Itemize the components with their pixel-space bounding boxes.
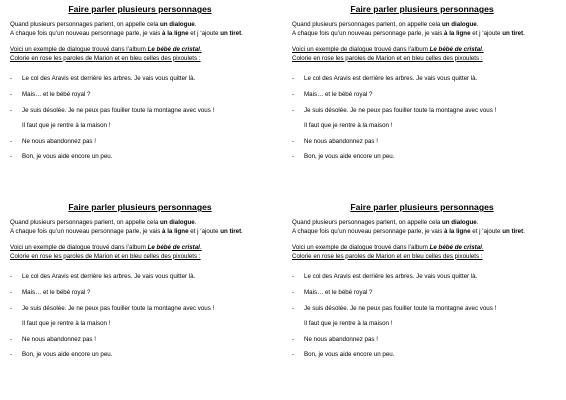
dialogue-line: - Ne nous abandonnez pas ! <box>10 137 96 145</box>
dialogue-line: - Je suis désolée. Je ne peux pas fouiller toute la montagne avec vous ! <box>10 304 215 312</box>
example-intro: Voici un exemple de dialogue trouvé dans l’album Le bébé de cristal. <box>10 46 202 54</box>
dialogue-line: Il faut que je rentre à la maison ! <box>22 122 111 130</box>
dialogue-line: - Mais… et le bébé royal ? <box>292 90 373 98</box>
intro-line-2: A chaque fois qu’un nouveau personnage parle, je vais à la ligne et j ‘ajoute un tiret. <box>292 29 525 37</box>
dialogue-list <box>10 273 270 367</box>
dialogue-line: - Le col des Aravis est derrière les arbres. Je vais vous quitter là. <box>10 273 196 281</box>
dialogue-line: - Je suis désolée. Je ne peux pas fouiller toute la montagne avec vous ! <box>292 106 497 114</box>
coloring-instruction: Colorie en rose les paroles de Marion et en bleu celles des pixoulets : <box>10 252 201 260</box>
dialogue-line: - Le col des Aravis est derrière les arbres. Je vais vous quitter là. <box>292 273 478 281</box>
intro-line-1: Quand plusieurs personnages parlent, on appelle cela un dialogue. <box>10 219 197 226</box>
dialogue-line: - Bon, je vous aide encore un peu. <box>10 153 113 161</box>
dialogue-line: - Bon, je vous aide encore un peu. <box>292 153 395 161</box>
dialogue-line: - Je suis désolée. Je ne peux pas fouiller toute la montagne avec vous ! <box>10 106 215 114</box>
book-title: Le bébé de cristal <box>147 46 200 54</box>
dialogue-line: - Le col des Aravis est derrière les arbres. Je vais vous quitter là. <box>292 75 478 83</box>
dialogue-line: - Mais… et le bébé royal ? <box>10 90 91 98</box>
intro-line-2: A chaque fois qu’un nouveau personnage parle, je vais à la ligne et j ‘ajoute un tiret. <box>10 227 243 235</box>
coloring-instruction: Colorie en rose les paroles de Marion et en bleu celles des pixoulets : <box>10 54 201 62</box>
dialogue-line: - Mais… et le bébé royal ? <box>10 288 91 296</box>
example-intro: Voici un exemple de dialogue trouvé dans l’album Le bébé de cristal. <box>292 244 484 252</box>
intro-line-1: Quand plusieurs personnages parlent, on appelle cela un dialogue. <box>292 219 479 226</box>
card-title: Faire parler plusieurs personnages <box>68 4 212 14</box>
intro-paragraph <box>10 219 270 236</box>
coloring-instruction: Colorie en rose les paroles de Marion et en bleu celles des pixoulets : <box>292 252 483 260</box>
dialogue-line: - Bon, je vous aide encore un peu. <box>292 351 395 359</box>
dialogue-line: Il faut que je rentre à la maison ! <box>304 122 393 130</box>
dialogue-line: - Je suis désolée. Je ne peux pas fouiller toute la montagne avec vous ! <box>292 304 497 312</box>
dialogue-line: - Bon, je vous aide encore un peu. <box>10 351 113 359</box>
dialogue-list <box>292 75 552 169</box>
intro-line-1: Quand plusieurs personnages parlent, on appelle cela un dialogue. <box>292 21 479 28</box>
intro-line-1: Quand plusieurs personnages parlent, on appelle cela un dialogue. <box>10 21 197 28</box>
card-title: Faire parler plusieurs personnages <box>350 4 494 14</box>
coloring-instruction: Colorie en rose les paroles de Marion et en bleu celles des pixoulets : <box>292 54 483 62</box>
book-title: Le bébé de cristal <box>147 244 200 252</box>
example-intro: Voici un exemple de dialogue trouvé dans l’album Le bébé de cristal. <box>292 46 484 54</box>
worksheet-card-bottom-left <box>6 202 274 394</box>
worksheet-card-top-right <box>288 4 556 196</box>
dialogue-line: Il faut que je rentre à la maison ! <box>22 320 111 328</box>
dialogue-line: - Mais… et le bébé royal ? <box>292 288 373 296</box>
dialogue-line: - Ne nous abandonnez pas ! <box>292 137 378 145</box>
book-title: Le bébé de cristal <box>429 244 482 252</box>
card-title: Faire parler plusieurs personnages <box>350 202 494 212</box>
dialogue-line: - Ne nous abandonnez pas ! <box>10 335 96 343</box>
dialogue-line: - Ne nous abandonnez pas ! <box>292 335 378 343</box>
dialogue-line: Il faut que je rentre à la maison ! <box>304 320 393 328</box>
worksheet-card-bottom-right <box>288 202 556 394</box>
intro-paragraph <box>292 219 552 236</box>
intro-paragraph <box>292 21 552 38</box>
card-title: Faire parler plusieurs personnages <box>68 202 212 212</box>
intro-line-2: A chaque fois qu’un nouveau personnage parle, je vais à la ligne et j ‘ajoute un tiret. <box>10 29 243 37</box>
dialogue-list <box>10 75 270 169</box>
intro-line-2: A chaque fois qu’un nouveau personnage parle, je vais à la ligne et j ‘ajoute un tiret. <box>292 227 525 235</box>
dialogue-list <box>292 273 552 367</box>
book-title: Le bébé de cristal <box>429 46 482 54</box>
example-intro: Voici un exemple de dialogue trouvé dans l’album Le bébé de cristal. <box>10 244 202 252</box>
worksheet-card-top-left <box>6 4 274 196</box>
intro-paragraph <box>10 21 270 38</box>
dialogue-line: - Le col des Aravis est derrière les arbres. Je vais vous quitter là. <box>10 75 196 83</box>
